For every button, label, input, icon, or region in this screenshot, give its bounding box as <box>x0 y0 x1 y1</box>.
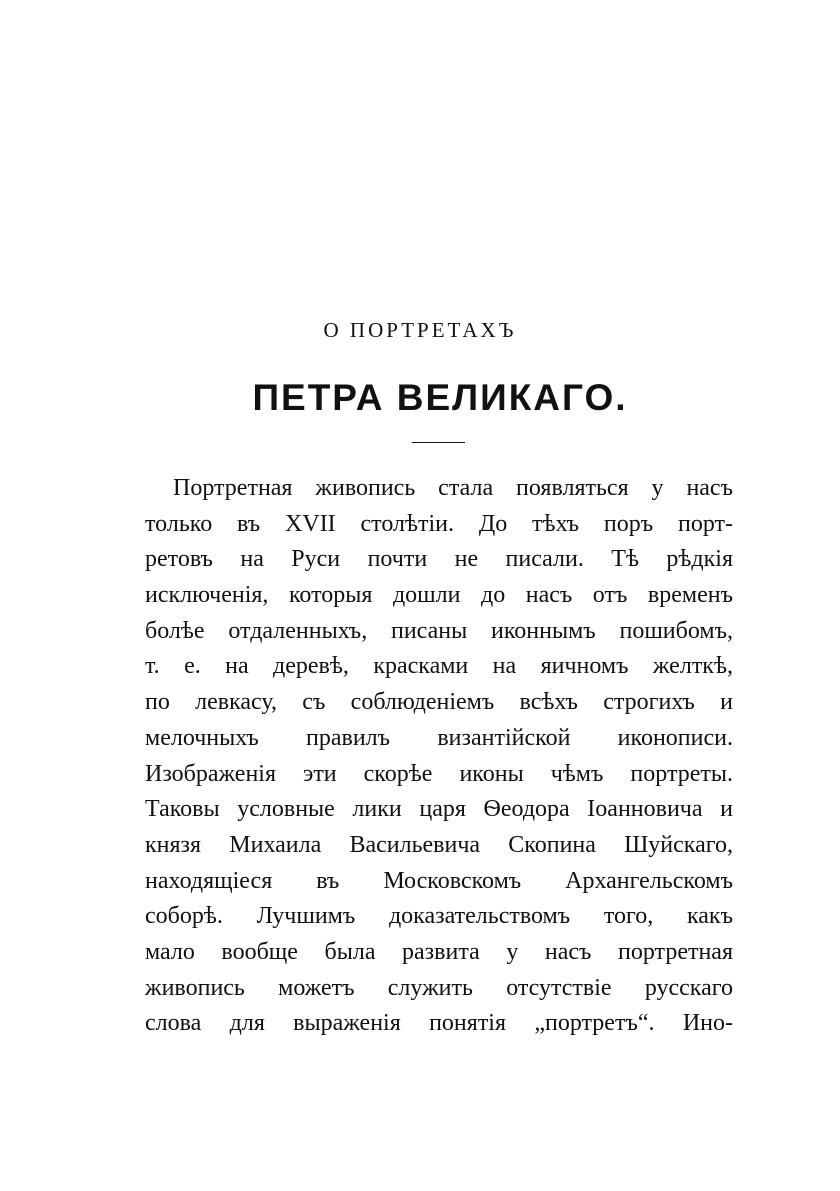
body-paragraph <box>145 471 733 1042</box>
text-line: болѣе отдаленныхъ, писаны иконнымъ пошибомъ, <box>145 617 733 644</box>
text-line: мелочныхъ правилъ византійской иконописи. <box>145 724 733 751</box>
text-line: соборѣ. Лучшимъ доказательствомъ того, какъ <box>145 903 733 930</box>
text-line: ретовъ на Руси почти не писали. Тѣ рѣдкія <box>145 546 733 573</box>
text-line: слова для выраженія понятія „портретъ“. Ино- <box>145 1010 733 1037</box>
text-line: находящіеся въ Московскомъ Архангельскомъ <box>145 867 733 894</box>
chapter-title: ПЕТРА ВЕЛИКАГО. <box>252 377 628 418</box>
text-line: Портретная живопись стала появляться у насъ <box>173 475 733 501</box>
title-divider <box>412 442 465 443</box>
text-line: Изображенія эти скорѣе иконы чѣмъ портреты. <box>145 760 733 787</box>
chapter-subtitle: О ПОРТРЕТАХЪ <box>323 318 517 342</box>
text-line: живопись можетъ служить отсутствіе русскаго <box>145 974 733 1001</box>
text-line: по левкасу, съ соблюденіемъ всѣхъ строгихъ и <box>145 689 733 716</box>
text-line: мало вообще была развита у насъ портретная <box>145 938 733 965</box>
text-line: т. е. на деревѣ, красками на яичномъ желткѣ, <box>145 653 733 680</box>
text-line: исключенія, которыя дошли до насъ отъ временъ <box>145 582 733 609</box>
text-line: Таковы условные лики царя Ѳеодора Іоанновича и <box>145 796 733 823</box>
text-line: только въ XVII столѣтіи. До тѣхъ поръ порт- <box>145 510 733 537</box>
text-line: князя Михаила Васильевича Скопина Шуйскаго, <box>145 831 733 858</box>
